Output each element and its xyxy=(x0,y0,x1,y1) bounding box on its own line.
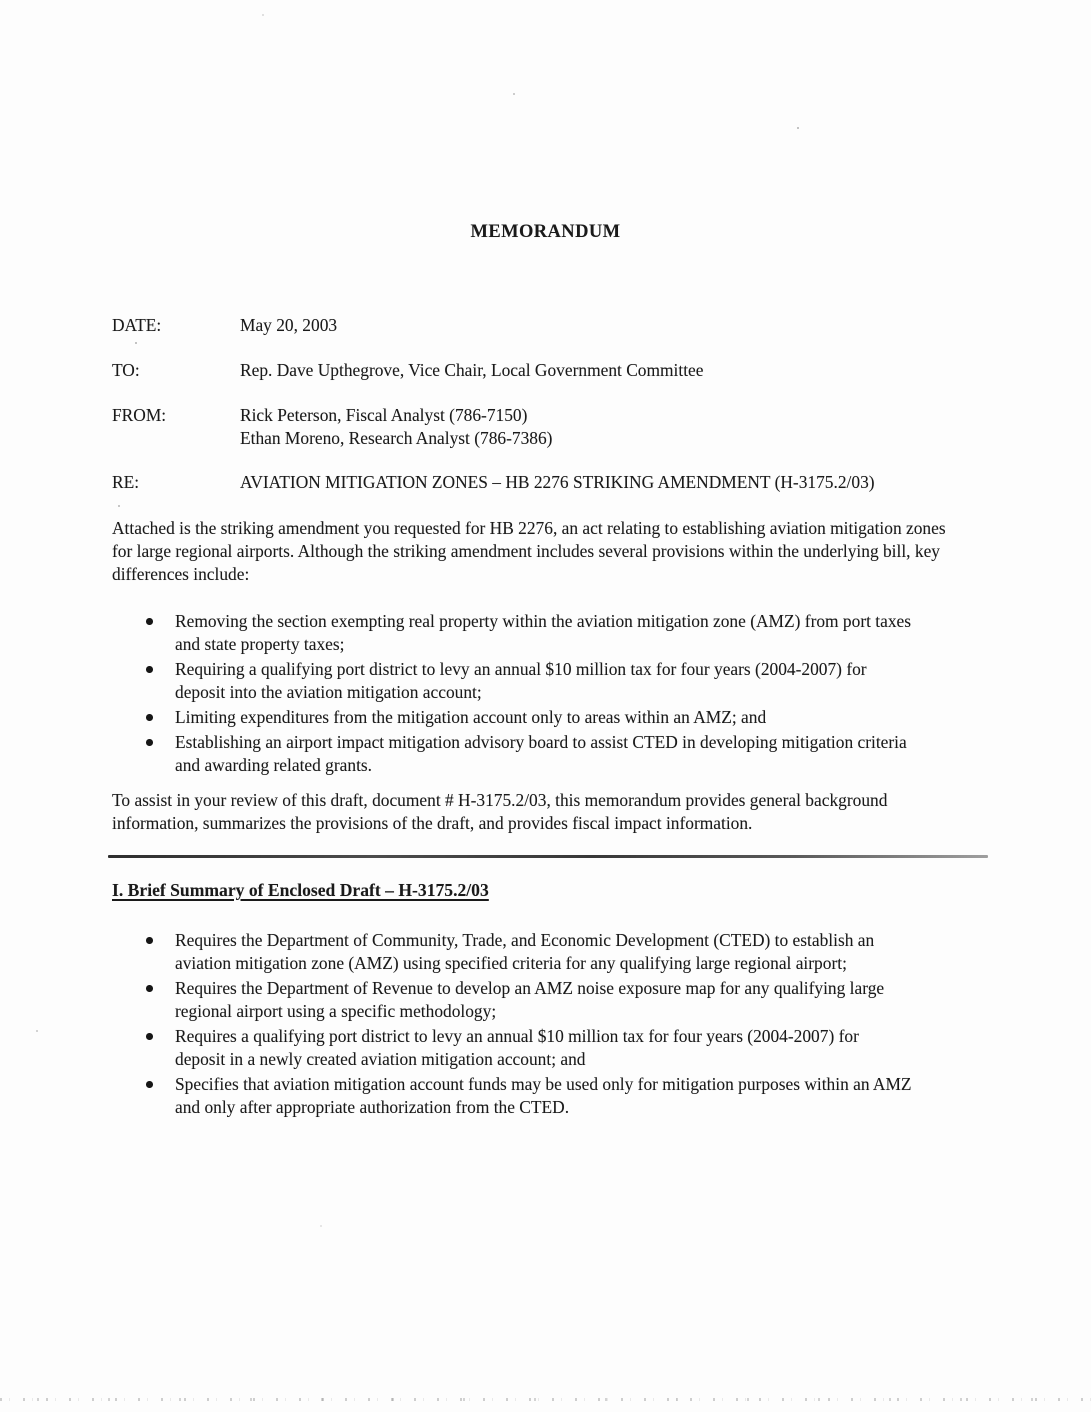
meta-row-from xyxy=(112,404,1012,450)
meta-value-re: AVIATION MITIGATION ZONES – HB 2276 STRIKING AMENDMENT (H-3175.2/03) xyxy=(240,472,875,492)
meta-label-date: DATE: xyxy=(112,315,162,335)
section-divider xyxy=(108,855,988,858)
meta-value-from-line1: Rick Peterson, Fiscal Analyst (786-7150) xyxy=(240,405,528,425)
scan-speck xyxy=(513,93,515,95)
list-item xyxy=(112,977,912,1023)
meta-label-to: TO: xyxy=(112,360,140,380)
scan-speck xyxy=(118,505,120,507)
meta-row-re xyxy=(112,471,1012,494)
list-item xyxy=(112,1025,912,1071)
list-item-text: Requiring a qualifying port district to levy an annual $10 million tax for four years (2004-2007) for deposit into the aviation mitigation account; xyxy=(175,659,867,702)
meta-value-to: Rep. Dave Upthegrove, Vice Chair, Local Government Committee xyxy=(240,360,704,380)
meta-value-date: May 20, 2003 xyxy=(240,315,338,335)
list-item xyxy=(112,706,912,729)
review-paragraph: To assist in your review of this draft, document # H-3175.2/03, this memorandum provides general background information, summarizes the provisions of the draft, and provides fiscal impact information. xyxy=(112,790,888,833)
list-item xyxy=(112,610,912,656)
meta-label-from: FROM: xyxy=(112,405,167,425)
list-item-text: Removing the section exempting real property within the aviation mitigation zone (AMZ) from port taxes and state property taxes; xyxy=(175,611,912,654)
bottom-scan-noise xyxy=(0,1398,1091,1401)
list-item-text: Limiting expenditures from the mitigation account only to areas within an AMZ; and xyxy=(175,707,767,727)
key-differences-list xyxy=(112,610,912,777)
scan-speck xyxy=(797,127,799,129)
intro-paragraph: Attached is the striking amendment you requested for HB 2276, an act relating to establishing aviation mitigation zones for large regional airports. Although the striking amendment includes several provisions within the underlying bill, key differences include: xyxy=(112,518,946,584)
memo-title: MEMORANDUM xyxy=(470,222,621,242)
list-item xyxy=(112,658,912,704)
list-item-text: Establishing an airport impact mitigation advisory board to assist CTED in developing mitigation criteria and awarding related grants. xyxy=(175,732,907,775)
scan-speck xyxy=(135,342,137,344)
meta-label-re: RE: xyxy=(112,472,140,492)
summary-list xyxy=(112,929,912,1119)
list-item xyxy=(112,929,912,975)
scan-speck xyxy=(36,1030,38,1032)
section-heading xyxy=(112,880,489,901)
meta-value-from-line2: Ethan Moreno, Research Analyst (786-7386) xyxy=(240,428,553,448)
meta-row-to xyxy=(112,359,1012,382)
list-item-text: Requires a qualifying port district to levy an annual $10 million tax for four years (2004-2007) for deposit in a newly created aviation mitigation account; and xyxy=(175,1026,859,1069)
list-item xyxy=(112,1073,912,1119)
section-heading-text: I. Brief Summary of Enclosed Draft – H-3175.2/03 xyxy=(112,880,489,900)
list-item-text: Requires the Department of Community, Trade, and Economic Development (CTED) to establish an aviation mitigation zone (AMZ) using specified criteria for any qualifying large regional airport; xyxy=(175,930,875,973)
list-item-text: Specifies that aviation mitigation account funds may be used only for mitigation purposes within an AMZ and only after appropriate authorization from the CTED. xyxy=(175,1074,912,1117)
scan-speck xyxy=(320,1225,322,1227)
meta-row-date xyxy=(112,314,1012,337)
list-item-text: Requires the Department of Revenue to develop an AMZ noise exposure map for any qualifying large regional airport using a specific methodology; xyxy=(175,978,885,1021)
scan-speck xyxy=(262,14,264,16)
list-item xyxy=(112,731,912,777)
